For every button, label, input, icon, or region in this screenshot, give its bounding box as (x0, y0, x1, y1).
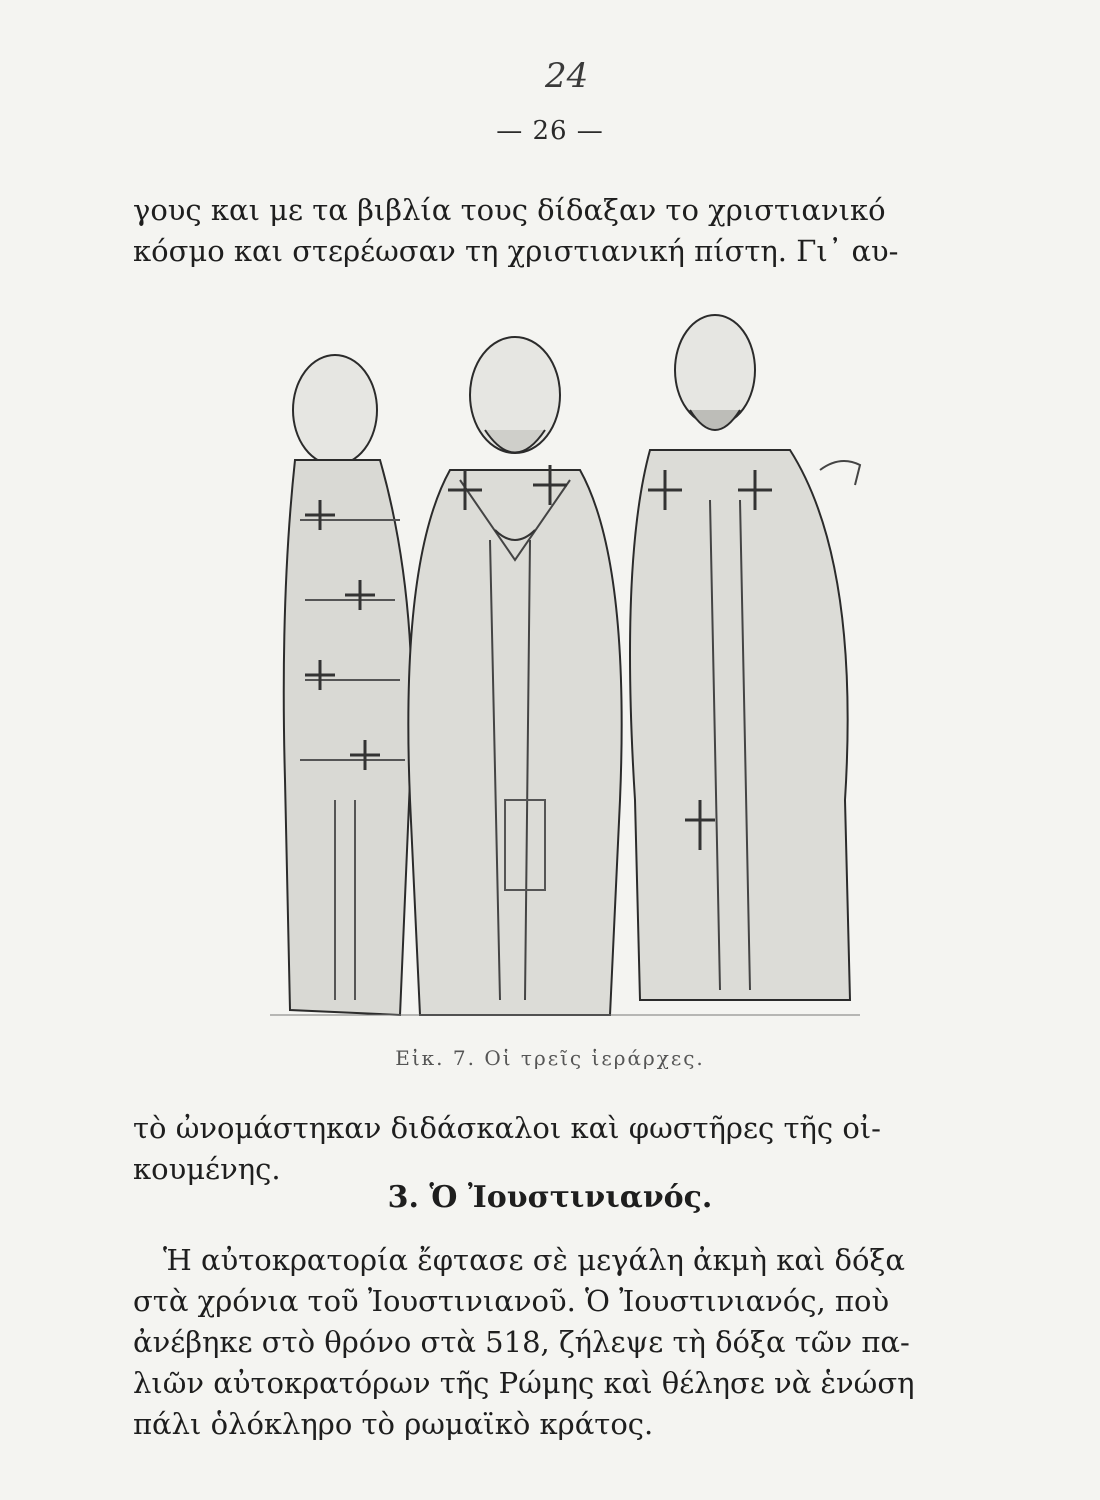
page-number: — 26 — (496, 116, 604, 146)
text-line: λιῶν αὐτοκρατόρων τῆς Ρώμης καὶ θέλησε νὰ ἑνώση (133, 1366, 915, 1400)
text-line: Ἡ αὐτοκρατορία ἔφτασε σὲ μεγάλη ἀκμὴ καὶ δόξα (163, 1243, 905, 1277)
middle-paragraph (133, 1108, 1033, 1190)
left-hierarch-figure (284, 355, 412, 1015)
top-paragraph (133, 190, 1033, 272)
text-line: στὰ χρόνια τοῦ Ἰουστινιανοῦ. Ὁ Ἰουστινιανός, ποὺ (133, 1284, 890, 1318)
figure-caption: Εἰκ. 7. Οἱ τρεῖς ἱεράρχες. (395, 1046, 705, 1070)
text-line: γους και με τα βιβλία τους δίδαξαν το χριστιανικό (133, 193, 886, 227)
text-line: κόσμο και στερέωσαν τη χριστιανική πίστη. Γι᾽ αυ- (133, 234, 899, 268)
center-hierarch-figure (408, 337, 621, 1015)
right-hierarch-figure (630, 315, 860, 1000)
handwritten-page-number: 24 (545, 56, 589, 96)
text-line: πάλι ὁλόκληρο τὸ ρωμαϊκὸ κράτος. (133, 1407, 654, 1441)
text-line: ἀνέβηκε στὸ θρόνο στὰ 518, ζήλεψε τὴ δόξα τῶν πα- (133, 1325, 910, 1359)
section-heading: 3. Ὁ Ἰουστινιανός. (387, 1180, 713, 1215)
body-paragraph (133, 1240, 1033, 1445)
three-hierarchs-illustration (260, 300, 880, 1040)
text-line: τὸ ὠνομάστηκαν διδάσκαλοι καὶ φωστῆρες τῆς οἰ- (133, 1111, 881, 1145)
text-line: κουμένης. (133, 1152, 281, 1186)
